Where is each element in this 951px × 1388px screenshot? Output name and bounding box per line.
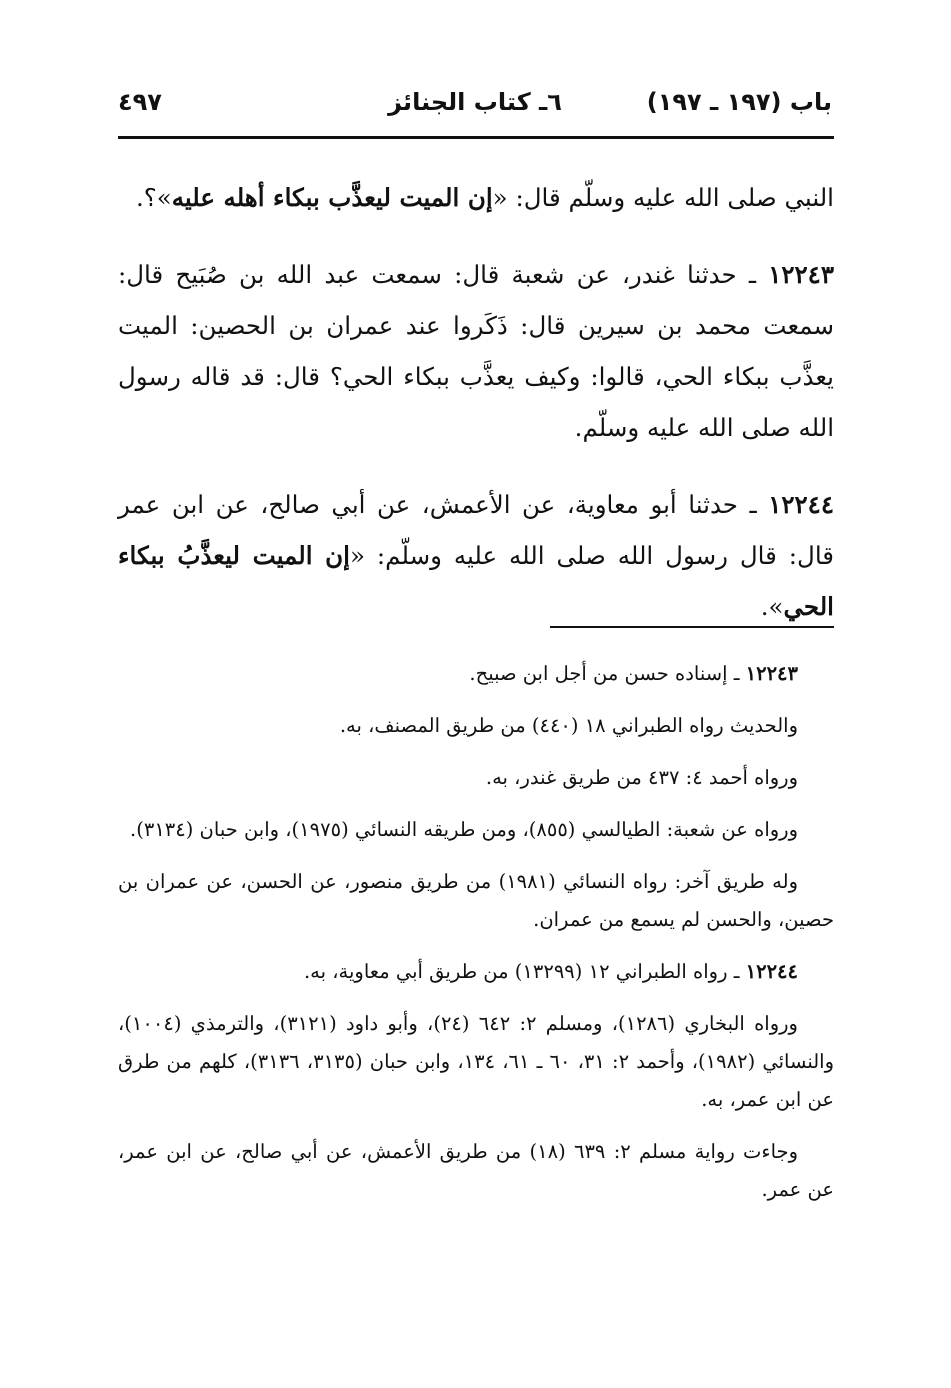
footnote: والحديث رواه الطبراني ١٨ (٤٤٠) من طريق المصنف، به.: [339, 714, 798, 737]
hadith-number: ١٢٢٤٤: [768, 490, 834, 519]
footnote-rule: [550, 626, 834, 628]
footnote: وجاءت رواية مسلم ٢: ٦٣٩ (١٨) من طريق الأعمش، عن أبي صالح، عن ابن عمر، عن عمر.: [118, 1140, 834, 1201]
footnote: ورواه البخاري (١٢٨٦)، ومسلم ٢: ٦٤٢ (٢٤)، وأبو داود (٣١٢١)، والترمذي (١٠٠٤)، والنسائي (١٩٨٢)، وأحمد ٢: ٣١، ٦٠ ـ ٦١، ١٣٤، وابن حبان (٣١٣٥، ٣١٣٦)، كلهم من طرق عن ابن عمر، به.: [118, 1012, 835, 1111]
footnote: ورواه أحمد ٤: ٤٣٧ من طريق غندر، به.: [485, 766, 798, 789]
hadith-12243: ١٢٢٤٣ ـ حدثنا غندر، عن شعبة قال: سمعت عبد الله بن صُبَيح قال: سمعت محمد بن سيرين قال: ذَكَروا عند عمران بن الحصين: الميت يعذَّب ببكاء الحي، قالوا: وكيف يعذَّب ببكاء الحي؟ قال: قد قاله رسول الله صلى الله عليه وسلّم.: [118, 260, 834, 442]
main-text: [118, 172, 834, 658]
footnotes: [118, 655, 834, 1223]
hadith-quote: إن الميت ليعذَّب ببكاء أهله عليه: [171, 183, 493, 212]
hadith-12244: ١٢٢٤٤ ـ حدثنا أبو معاوية، عن الأعمش، عن أبي صالح، عن ابن عمر قال: قال رسول الله صلى الله عليه وسلّم: «إن الميت ليعذَّبُ ببكاء الحي».: [118, 490, 834, 621]
footnote: ١٢٢٤٤ ـ رواه الطبراني ١٢ (١٣٢٩٩) من طريق أبي معاوية، به.: [303, 960, 798, 983]
footnote: ١٢٢٤٣ ـ إسناده حسن من أجل ابن صبيح.: [469, 662, 798, 685]
page-header: [118, 88, 832, 124]
footnote: ورواه عن شعبة: الطيالسي (٨٥٥)، ومن طريقه النسائي (١٩٧٥)، وابن حبان (٣١٣٤).: [130, 818, 798, 841]
chapter-title: باب (١٩٧ ـ ١٩٧): [646, 88, 832, 116]
hadith-number: ١٢٢٤٣: [768, 260, 834, 289]
page-number: ٤٩٧: [118, 88, 162, 116]
header-rule: [118, 136, 834, 139]
footnote-number: ١٢٢٤٤: [745, 960, 798, 983]
book-title: ٦ـ كتاب الجنائز: [388, 88, 562, 116]
hadith-continuation: النبي صلى الله عليه وسلّم قال: «إن الميت ليعذَّب ببكاء أهله عليه»؟.: [135, 183, 834, 212]
footnote: وله طريق آخر: رواه النسائي (١٩٨١) من طريق منصور، عن الحسن، عن عمران بن حصين، والحسن لم يسمع من عمران.: [118, 870, 834, 931]
footnote-number: ١٢٢٤٣: [745, 662, 798, 685]
hadith-quote: إن الميت ليعذَّبُ ببكاء الحي: [118, 541, 834, 621]
